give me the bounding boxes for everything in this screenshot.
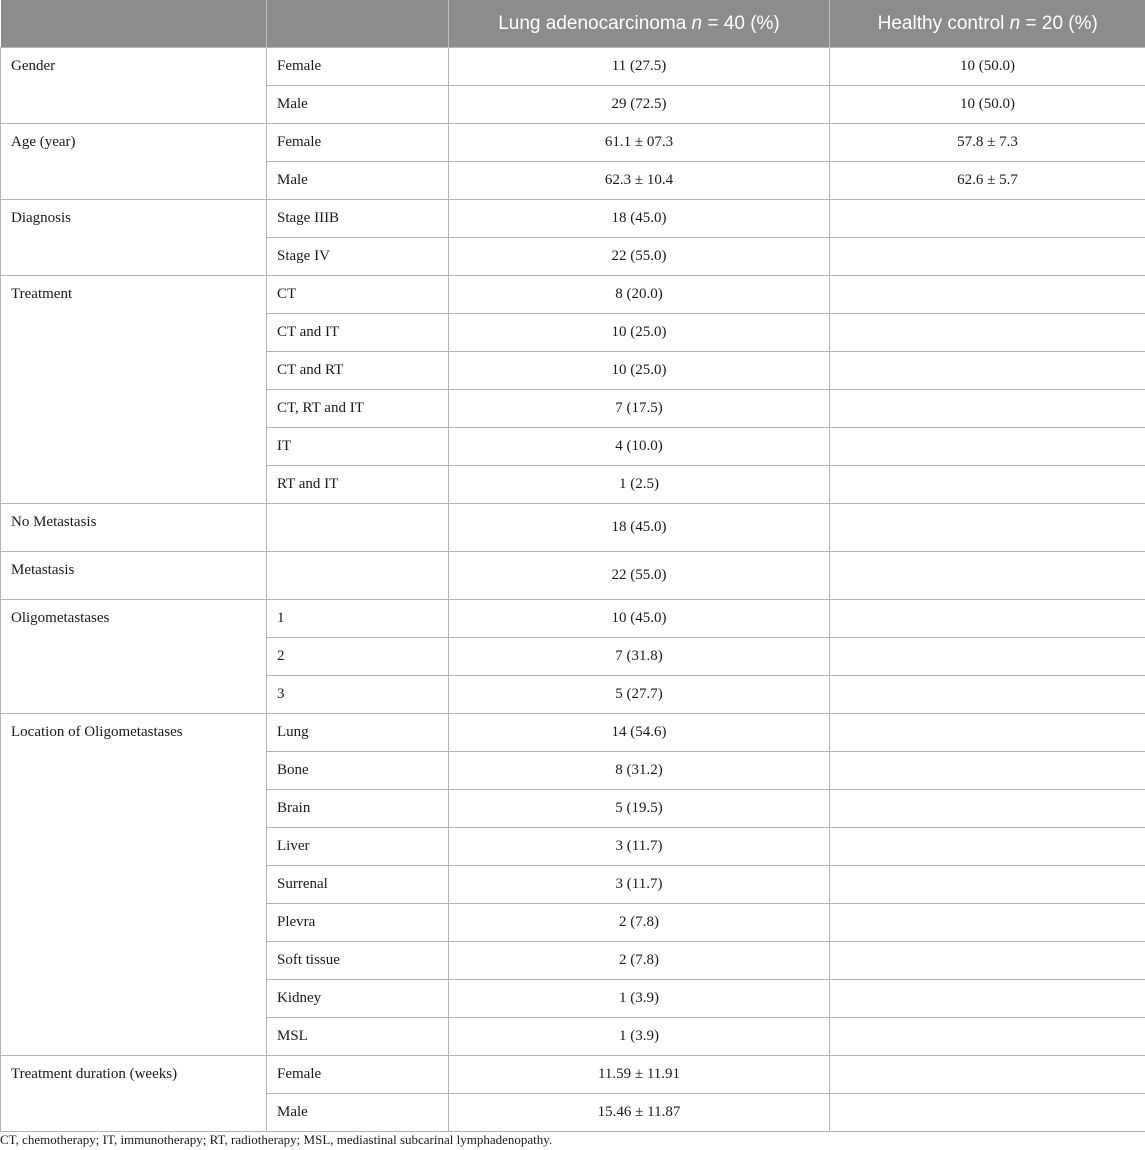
healthy-control-value <box>830 790 1145 828</box>
healthy-control-value <box>830 752 1145 790</box>
subgroup-label: CT and IT <box>267 314 449 352</box>
lung-adenocarcinoma-value: 18 (45.0) <box>449 200 830 238</box>
healthy-control-value <box>830 428 1145 466</box>
group-label: Treatment duration (weeks) <box>1 1056 267 1132</box>
subgroup-label: Female <box>267 124 449 162</box>
healthy-control-value <box>830 1018 1145 1056</box>
header-healthy-control <box>830 0 1145 48</box>
lung-adenocarcinoma-value: 11 (27.5) <box>449 48 830 86</box>
lung-adenocarcinoma-value: 10 (25.0) <box>449 314 830 352</box>
header-control-count: = 20 (%) <box>1020 12 1098 34</box>
table-row <box>1 1056 1145 1094</box>
healthy-control-value <box>830 600 1145 638</box>
subgroup-label <box>267 504 449 552</box>
group-label: Oligometastases <box>1 600 267 714</box>
subgroup-label: Female <box>267 1056 449 1094</box>
subgroup-label: 1 <box>267 600 449 638</box>
group-label: Age (year) <box>1 124 267 200</box>
table-row <box>1 714 1145 752</box>
healthy-control-value: 10 (50.0) <box>830 48 1145 86</box>
lung-adenocarcinoma-value: 18 (45.0) <box>449 504 830 552</box>
lung-adenocarcinoma-value: 10 (25.0) <box>449 352 830 390</box>
subgroup-label: Female <box>267 48 449 86</box>
lung-adenocarcinoma-value: 29 (72.5) <box>449 86 830 124</box>
subgroup-label: CT and RT <box>267 352 449 390</box>
header-control-label: Healthy control <box>877 12 1010 34</box>
header-lung-adenocarcinoma <box>449 0 830 48</box>
table-row <box>1 276 1145 314</box>
subgroup-label: IT <box>267 428 449 466</box>
subgroup-label: CT <box>267 276 449 314</box>
lung-adenocarcinoma-value: 11.59 ± 11.91 <box>449 1056 830 1094</box>
group-label: Gender <box>1 48 267 124</box>
subgroup-label: 3 <box>267 676 449 714</box>
group-label: Treatment <box>1 276 267 504</box>
header-lung-n: n <box>691 12 703 34</box>
subgroup-label: Brain <box>267 790 449 828</box>
table-row <box>1 48 1145 86</box>
healthy-control-value <box>830 238 1145 276</box>
table-row <box>1 552 1145 600</box>
healthy-control-value <box>830 552 1145 600</box>
subgroup-label: Stage IIIB <box>267 200 449 238</box>
healthy-control-value <box>830 828 1145 866</box>
healthy-control-value <box>830 276 1145 314</box>
healthy-control-value: 10 (50.0) <box>830 86 1145 124</box>
group-label: Metastasis <box>1 552 267 600</box>
table-footnote: CT, chemotherapy; IT, immunotherapy; RT, radiotherapy; MSL, mediastinal subcarinal lymphadenopathy. <box>0 1132 553 1147</box>
lung-adenocarcinoma-value: 7 (17.5) <box>449 390 830 428</box>
healthy-control-value <box>830 466 1145 504</box>
table-row <box>1 200 1145 238</box>
lung-adenocarcinoma-value: 3 (11.7) <box>449 866 830 904</box>
lung-adenocarcinoma-value: 8 (31.2) <box>449 752 830 790</box>
healthy-control-value <box>830 714 1145 752</box>
subgroup-label: Stage IV <box>267 238 449 276</box>
group-label: No Metastasis <box>1 504 267 552</box>
subgroup-label: MSL <box>267 1018 449 1056</box>
table-row <box>1 504 1145 552</box>
lung-adenocarcinoma-value: 5 (27.7) <box>449 676 830 714</box>
table-row <box>1 600 1145 638</box>
lung-adenocarcinoma-value: 22 (55.0) <box>449 238 830 276</box>
lung-adenocarcinoma-value: 61.1 ± 07.3 <box>449 124 830 162</box>
subgroup-label: Male <box>267 1094 449 1132</box>
healthy-control-value <box>830 1094 1145 1132</box>
subgroup-label: 2 <box>267 638 449 676</box>
subgroup-label: Soft tissue <box>267 942 449 980</box>
subgroup-label <box>267 552 449 600</box>
subgroup-label: Liver <box>267 828 449 866</box>
healthy-control-value <box>830 390 1145 428</box>
subgroup-label: Male <box>267 86 449 124</box>
healthy-control-value <box>830 866 1145 904</box>
lung-adenocarcinoma-value: 2 (7.8) <box>449 942 830 980</box>
healthy-control-value <box>830 200 1145 238</box>
healthy-control-value: 57.8 ± 7.3 <box>830 124 1145 162</box>
healthy-control-value <box>830 352 1145 390</box>
lung-adenocarcinoma-value: 10 (45.0) <box>449 600 830 638</box>
header-row <box>1 0 1145 48</box>
healthy-control-value <box>830 1056 1145 1094</box>
group-label: Diagnosis <box>1 200 267 276</box>
header-variable <box>1 0 267 48</box>
lung-adenocarcinoma-value: 8 (20.0) <box>449 276 830 314</box>
subgroup-label: Surrenal <box>267 866 449 904</box>
subgroup-label: Bone <box>267 752 449 790</box>
lung-adenocarcinoma-value: 1 (3.9) <box>449 980 830 1018</box>
lung-adenocarcinoma-value: 7 (31.8) <box>449 638 830 676</box>
lung-adenocarcinoma-value: 62.3 ± 10.4 <box>449 162 830 200</box>
lung-adenocarcinoma-value: 5 (19.5) <box>449 790 830 828</box>
subgroup-label: Plevra <box>267 904 449 942</box>
table-body <box>1 48 1145 1132</box>
header-control-n: n <box>1009 12 1021 34</box>
healthy-control-value <box>830 638 1145 676</box>
healthy-control-value <box>830 676 1145 714</box>
healthy-control-value <box>830 314 1145 352</box>
lung-adenocarcinoma-value: 1 (3.9) <box>449 1018 830 1056</box>
healthy-control-value <box>830 504 1145 552</box>
lung-adenocarcinoma-value: 14 (54.6) <box>449 714 830 752</box>
subgroup-label: Kidney <box>267 980 449 1018</box>
healthy-control-value <box>830 904 1145 942</box>
subgroup-label: Male <box>267 162 449 200</box>
lung-adenocarcinoma-value: 2 (7.8) <box>449 904 830 942</box>
group-label: Location of Oligometastases <box>1 714 267 1056</box>
lung-adenocarcinoma-value: 3 (11.7) <box>449 828 830 866</box>
healthy-control-value: 62.6 ± 5.7 <box>830 162 1145 200</box>
lung-adenocarcinoma-value: 22 (55.0) <box>449 552 830 600</box>
lung-adenocarcinoma-value: 15.46 ± 11.87 <box>449 1094 830 1132</box>
header-lung-label: Lung adenocarcinoma <box>498 12 692 34</box>
header-lung-count: = 40 (%) <box>702 12 780 34</box>
lung-adenocarcinoma-value: 1 (2.5) <box>449 466 830 504</box>
subgroup-label: RT and IT <box>267 466 449 504</box>
lung-adenocarcinoma-value: 4 (10.0) <box>449 428 830 466</box>
subgroup-label: Lung <box>267 714 449 752</box>
table-header <box>1 0 1145 48</box>
subgroup-label: CT, RT and IT <box>267 390 449 428</box>
healthy-control-value <box>830 980 1145 1018</box>
table-row <box>1 124 1145 162</box>
healthy-control-value <box>830 942 1145 980</box>
header-subgroup <box>267 0 449 48</box>
